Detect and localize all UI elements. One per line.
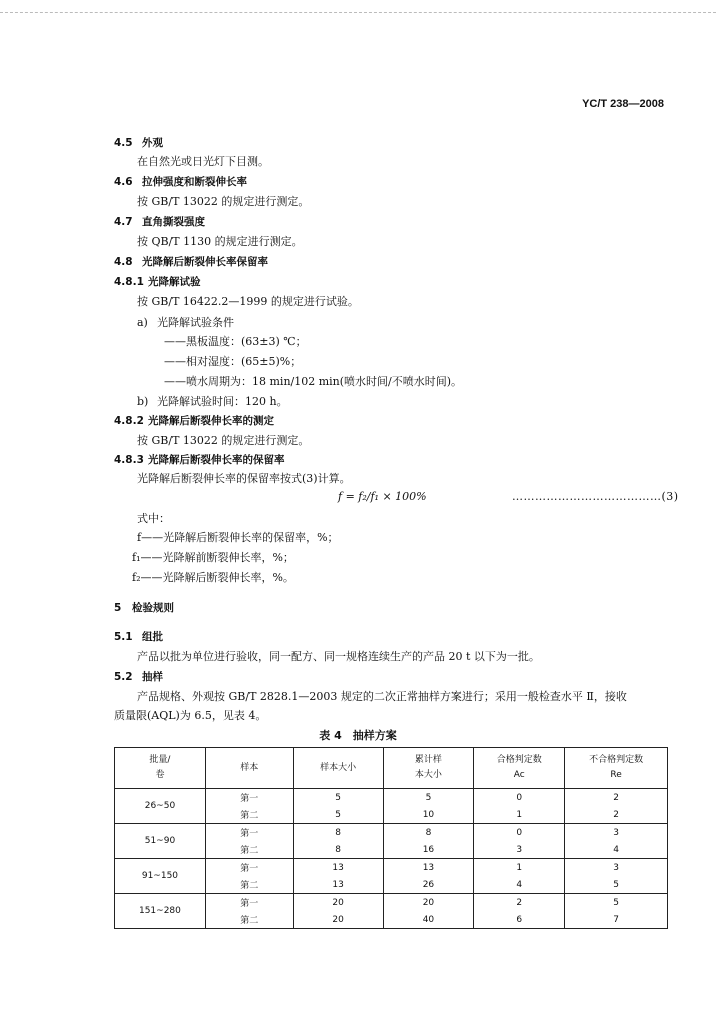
scan-edge-line (0, 12, 716, 13)
section-number: 4.5 (114, 137, 133, 149)
rejection-number: 2 (565, 806, 668, 824)
acceptance-number: 6 (474, 911, 565, 929)
section-title: 光降解后断裂伸长率的测定 (148, 415, 274, 427)
section-number: 4.8.2 (114, 415, 144, 427)
sample-size: 5 (293, 789, 383, 807)
section-4-5-heading (114, 136, 163, 150)
sample-size: 8 (293, 841, 383, 859)
acceptance-number: 1 (474, 859, 565, 877)
section-number: 5 (114, 602, 122, 614)
rejection-number: 2 (565, 789, 668, 807)
standard-code: YC/T 238—2008 (582, 98, 664, 110)
sampling-plan-table (114, 747, 668, 929)
section-title: 直角撕裂强度 (142, 216, 205, 228)
section-4-8-2-heading (114, 414, 274, 428)
sample-size: 8 (293, 824, 383, 842)
section-title: 光降解试验 (148, 276, 201, 288)
rejection-number: 4 (565, 841, 668, 859)
table-row (115, 859, 668, 877)
rejection-number: 3 (565, 824, 668, 842)
section-number: 4.6 (114, 176, 133, 188)
section-4-6-body: 按 GB/T 13022 的规定进行测定。 (137, 195, 310, 208)
header-rejection-number: 不合格判定数 Re (565, 748, 668, 789)
list-item-a (137, 316, 234, 330)
rejection-number: 5 (565, 894, 668, 912)
section-4-8-3-heading (114, 453, 285, 467)
section-4-8-1-body: 按 GB/T 16422.2—1999 的规定进行试验。 (137, 295, 359, 308)
acceptance-number: 1 (474, 806, 565, 824)
header-cumulative-size: 累计样 本大小 (383, 748, 474, 789)
section-number: 4.7 (114, 216, 133, 228)
section-title: 拉伸强度和断裂伸长率 (142, 176, 247, 188)
header-acceptance-number: 合格判定数 Ac (474, 748, 565, 789)
section-number: 5.2 (114, 671, 133, 683)
list-item-b (137, 395, 288, 409)
section-title: 光降解后断裂伸长率保留率 (142, 256, 268, 268)
acceptance-number: 2 (474, 894, 565, 912)
section-5-2-body-line2: 质量限(AQL)为 6.5，见表 4。 (114, 709, 267, 722)
condition-spray-cycle: ——喷水周期为：18 min/102 min(喷水时间/不喷水时间)。 (164, 375, 463, 388)
definition-f: f——光降解后断裂伸长率的保留率，%； (137, 531, 339, 544)
sample-stage: 第一 (205, 859, 293, 877)
list-text: 光降解试验条件 (157, 316, 234, 329)
cumulative-size: 8 (383, 824, 474, 842)
section-number: 4.8 (114, 256, 133, 268)
table-row (115, 789, 668, 807)
table-header-row (115, 748, 668, 789)
list-text: 光降解试验时间：120 h。 (157, 395, 288, 408)
condition-temperature: ——黑板温度：(63±3) ℃； (164, 335, 307, 348)
sample-stage: 第二 (205, 876, 293, 894)
cumulative-size: 13 (383, 859, 474, 877)
acceptance-number: 3 (474, 841, 565, 859)
sample-stage: 第一 (205, 789, 293, 807)
table-row (115, 824, 668, 842)
sample-stage: 第二 (205, 841, 293, 859)
section-number: 4.8.1 (114, 276, 144, 288)
sample-size: 20 (293, 911, 383, 929)
cumulative-size: 5 (383, 789, 474, 807)
batch-range: 26~50 (115, 789, 206, 824)
section-5-1-body: 产品以批为单位进行验收，同一配方、同一规格连续生产的产品 20 t 以下为一批。 (137, 650, 540, 663)
section-title: 抽样 (142, 671, 163, 683)
sample-stage: 第一 (205, 894, 293, 912)
header-sample: 样本 (205, 748, 293, 789)
section-5-1-heading (114, 630, 163, 644)
sample-stage: 第一 (205, 824, 293, 842)
cumulative-size: 40 (383, 911, 474, 929)
acceptance-number: 4 (474, 876, 565, 894)
definition-f1: f₁——光降解前断裂伸长率，%； (132, 551, 294, 564)
cumulative-size: 10 (383, 806, 474, 824)
rejection-number: 3 (565, 859, 668, 877)
section-4-8-1-heading (114, 275, 201, 289)
acceptance-number: 0 (474, 789, 565, 807)
batch-range: 51~90 (115, 824, 206, 859)
header-batch: 批量/ 卷 (115, 748, 206, 789)
definition-f2: f₂——光降解后断裂伸长率，%。 (132, 571, 294, 584)
section-number: 4.8.3 (114, 454, 144, 466)
equation-number: …………………………………(3) (512, 490, 679, 503)
section-title: 外观 (142, 137, 163, 149)
section-4-7-heading (114, 215, 205, 229)
sample-size: 20 (293, 894, 383, 912)
section-5-2-body-line1: 产品规格、外观按 GB/T 2828.1—2003 规定的二次正常抽样方案进行；采用一般检查水平 Ⅱ，接收 (137, 690, 627, 703)
section-4-6-heading (114, 175, 247, 189)
batch-range: 151~280 (115, 894, 206, 929)
section-4-8-3-body: 光降解后断裂伸长率的保留率按式(3)计算。 (137, 472, 351, 485)
sample-size: 13 (293, 859, 383, 877)
table-row (115, 894, 668, 912)
section-5-heading (114, 601, 174, 615)
sample-stage: 第二 (205, 911, 293, 929)
list-label: b) (137, 395, 149, 408)
section-title: 检验规则 (132, 602, 174, 614)
section-4-5-body: 在自然光或日光灯下目测。 (137, 155, 269, 168)
sample-stage: 第二 (205, 806, 293, 824)
formula-3: f = f₂/f₁ × 100% (338, 490, 427, 503)
section-4-7-body: 按 QB/T 1130 的规定进行测定。 (137, 235, 303, 248)
section-title: 光降解后断裂伸长率的保留率 (148, 454, 285, 466)
list-label: a) (137, 316, 148, 329)
table-caption: 表 4 抽样方案 (319, 729, 397, 742)
sample-size: 13 (293, 876, 383, 894)
section-title: 组批 (142, 631, 163, 643)
rejection-number: 5 (565, 876, 668, 894)
cumulative-size: 16 (383, 841, 474, 859)
condition-humidity: ——相对湿度：(65±5)%； (164, 355, 302, 368)
section-4-8-heading (114, 255, 268, 269)
cumulative-size: 20 (383, 894, 474, 912)
section-5-2-heading (114, 670, 163, 684)
section-4-8-2-body: 按 GB/T 13022 的规定进行测定。 (137, 434, 310, 447)
rejection-number: 7 (565, 911, 668, 929)
cumulative-size: 26 (383, 876, 474, 894)
section-number: 5.1 (114, 631, 133, 643)
where-label: 式中： (137, 512, 170, 525)
acceptance-number: 0 (474, 824, 565, 842)
sample-size: 5 (293, 806, 383, 824)
batch-range: 91~150 (115, 859, 206, 894)
header-sample-size: 样本大小 (293, 748, 383, 789)
